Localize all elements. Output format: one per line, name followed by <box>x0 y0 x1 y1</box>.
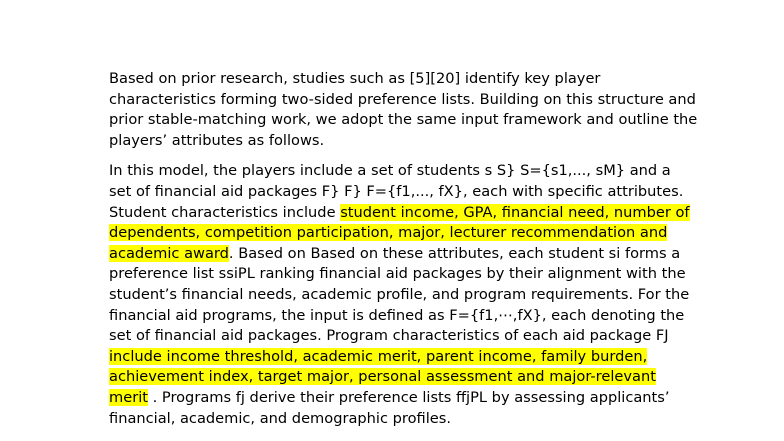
highlighted-text: merit <box>109 388 148 406</box>
text-line: preference list ssiPL ranking financial aid packages by their alignment with the <box>109 265 686 283</box>
text-segment: Student characteristics include <box>109 203 341 221</box>
text-line <box>109 223 749 244</box>
text-line: characteristics forming two-sided preference lists. Building on this structure and <box>109 90 696 108</box>
text-line <box>109 347 749 368</box>
highlighted-text: include income threshold, academic merit, parent income, family burden, <box>109 347 648 365</box>
text-line <box>109 367 749 388</box>
text-line: set of financial aid packages F} F} F={f1,..., fX}, each with specific attributes. <box>109 182 684 200</box>
text-line <box>109 203 749 224</box>
highlighted-text: dependents, competition participation, major, lecturer recommendation and <box>109 224 668 242</box>
text-line: financial, academic, and demographic profiles. <box>109 409 451 427</box>
text-line: In this model, the players include a set of students s S} S={s1,..., sM} and a <box>109 162 671 180</box>
text-line <box>109 244 749 265</box>
text-line: financial aid programs, the input is defined as F={f1,⋯,fX}, each denoting the <box>109 306 685 324</box>
text-line: prior stable-matching work, we adopt the same input framework and outline the <box>109 111 698 129</box>
text-line: players’ attributes as follows. <box>109 131 325 149</box>
text-line: Based on prior research, studies such as [5][20] identify key player <box>109 70 601 87</box>
document-page <box>109 69 749 429</box>
text-segment: . Based on Based on these attributes, each student si forms a <box>228 244 681 262</box>
paragraph-intro <box>109 69 749 151</box>
paragraph-model <box>109 161 749 429</box>
highlighted-text: academic award <box>109 244 229 262</box>
text-segment: . Programs fj derive their preference lists ffjPL by assessing applicants’ <box>147 388 670 406</box>
text-line: student’s financial needs, academic profile, and program requirements. For the <box>109 285 690 303</box>
highlighted-text: achievement index, target major, personal assessment and major-relevant <box>109 368 656 386</box>
text-line <box>109 388 749 409</box>
text-line: set of financial aid packages. Program characteristics of each aid package FJ <box>109 327 669 345</box>
highlighted-text: student income, GPA, financial need, number of <box>340 203 690 221</box>
